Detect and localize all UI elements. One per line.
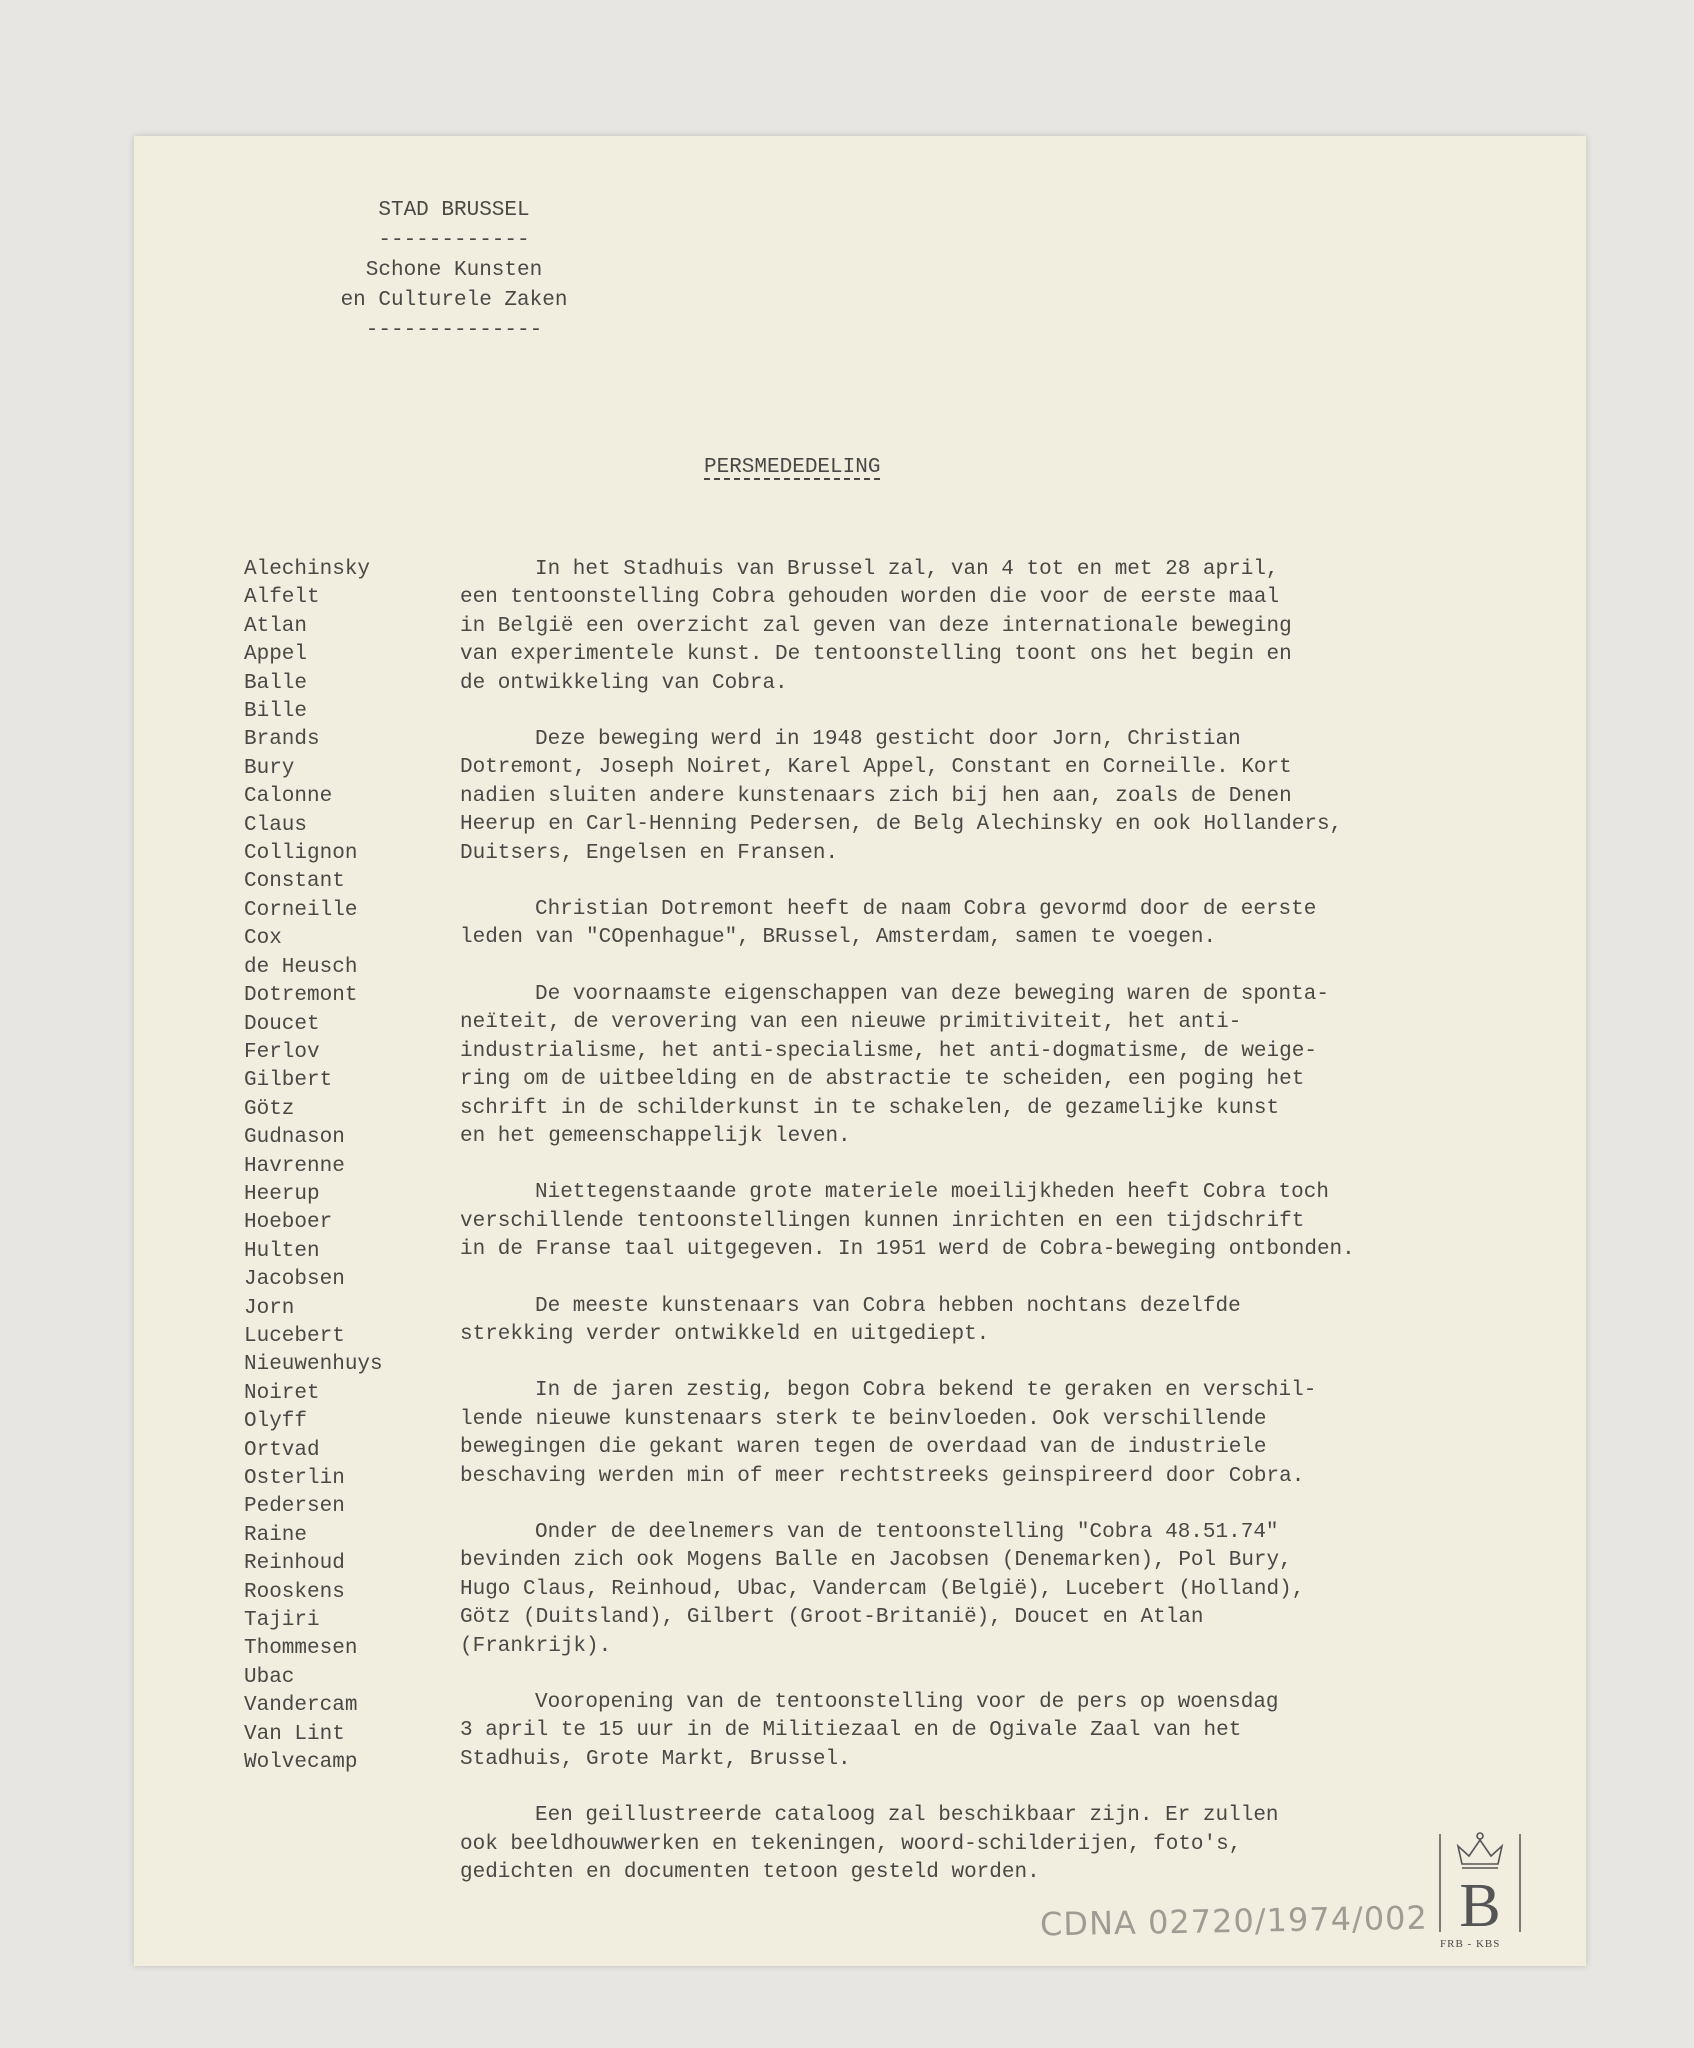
header-divider-1: ------------ xyxy=(378,229,530,252)
artist-name: Bille xyxy=(244,700,308,724)
artist-name: Nieuwenhuys xyxy=(244,1353,383,1377)
artist-name: Dotremont xyxy=(244,984,358,1008)
header-department-line-2: en Culturele Zaken xyxy=(340,289,568,312)
artist-name: Hoeboer xyxy=(244,1211,333,1235)
artist-name: Collignon xyxy=(244,842,358,866)
artist-name: Wolvecamp xyxy=(244,1751,358,1775)
artist-name: Balle xyxy=(244,671,308,695)
artist-name: Vandercam xyxy=(244,1694,358,1718)
artist-name: Havrenne xyxy=(244,1154,345,1178)
letterhead xyxy=(274,196,634,346)
artist-name: Van Lint xyxy=(244,1722,345,1746)
paragraph: De voornaamste eigenschappen van deze beweging waren de sponta- neïteit, de verovering van een nieuwe primitiviteit, het anti- industrialisme, het anti-specialisme, het anti-dogmatisme, de weige- ring om de uitbeelding en de abstractie te scheiden, een poging het schrift in de schilderkunst in te schakelen, de gezamelijke kunst en het gemeenschappelijk leven. xyxy=(460,982,1329,1148)
artist-name: Corneille xyxy=(244,898,358,922)
paragraph: Deze beweging werd in 1948 gesticht door Jorn, Christian Dotremont, Joseph Noiret, Karel Appel, Constant en Corneille. Kort nadien sluiten andere kunstenaars zich bij hen aan, zoals de Denen Heerup en Carl-Henning Pedersen, de Belg Alechinsky en ook Hollanders, Duitsers, Engelsen en Fransen. xyxy=(460,728,1343,865)
artist-name: Jacobsen xyxy=(244,1268,345,1292)
artist-name: Brands xyxy=(244,728,320,752)
crown-b-stamp-icon xyxy=(1436,1826,1524,1936)
artist-name: Doucet xyxy=(244,1012,320,1036)
artist-name: Olyff xyxy=(244,1410,308,1434)
artist-name: Appel xyxy=(244,643,308,667)
header-city: STAD BRUSSEL xyxy=(378,199,530,222)
stamp-caption: FRB - KBS xyxy=(1440,1938,1501,1950)
paragraph: Niettegenstaande grote materiele moeilijkheden heeft Cobra toch verschillende tentoonstellingen kunnen inrichten en een tijdschrift in de Franse taal uitgegeven. In 1951 werd de Cobra-beweging ontbonden. xyxy=(460,1181,1355,1262)
paragraph: Vooropening van de tentoonstelling voor de pers op woensdag 3 april te 15 uur in de Militiezaal en de Ogivale Zaal van het Stadhuis, Grote Markt, Brussel. xyxy=(460,1691,1279,1771)
artist-name: Rooskens xyxy=(244,1580,345,1604)
paragraph: In het Stadhuis van Brussel zal, van 4 tot en met 28 april, een tentoonstelling Cobra gehouden worden die voor de eerste maal in België een overzicht zal geven van deze internationale beweging van experimentele kunst. De tentoonstelling toont ons het begin en de ontwikkeling van Cobra. xyxy=(460,558,1292,695)
paragraph: Een geillustreerde cataloog zal beschikbaar zijn. Er zullen ook beeldhouwwerken en tekeningen, woord-schilderijen, foto's, gedichten en documenten tetoon gesteld worden. xyxy=(460,1804,1279,1885)
stamp-letter: B xyxy=(1459,1872,1501,1936)
page-title: PERSMEDEDELING xyxy=(704,456,881,479)
artist-name: Constant xyxy=(244,870,345,894)
artist-name: Atlan xyxy=(244,614,308,638)
artist-name: Reinhoud xyxy=(244,1552,345,1576)
artist-name: Lucebert xyxy=(244,1324,345,1348)
artist-name: de Heusch xyxy=(244,955,358,979)
header-department-line-1: Schone Kunsten xyxy=(365,259,543,282)
artist-name: Pedersen xyxy=(244,1495,345,1519)
artist-name: Thommesen xyxy=(244,1637,358,1661)
artist-name: Heerup xyxy=(244,1182,320,1206)
paragraph: In de jaren zestig, begon Cobra bekend te geraken en verschil- lende nieuwe kunstenaars sterk te beinvloeden. Ook verschillende bewegingen die gekant waren tegen de overdaad van de industriele beschaving werden min of meer rechtstreeks geinspireerd door Cobra. xyxy=(460,1379,1317,1488)
artist-name: Alfelt xyxy=(244,586,320,610)
artist-name: Gilbert xyxy=(244,1069,333,1093)
artist-name: Tajiri xyxy=(244,1609,320,1633)
artist-name: Calonne xyxy=(244,785,333,809)
artist-name: Cox xyxy=(244,927,282,951)
artist-name: Götz xyxy=(244,1097,295,1121)
artist-name: Raine xyxy=(244,1523,308,1547)
artist-name: Ortvad xyxy=(244,1438,320,1462)
artist-name: Osterlin xyxy=(244,1467,345,1490)
artist-name: Hulten xyxy=(244,1239,320,1263)
artist-name: Ferlov xyxy=(244,1040,320,1064)
document-page xyxy=(134,136,1586,1966)
artist-list xyxy=(244,556,383,1777)
artist-name: Bury xyxy=(244,756,295,780)
paragraph: Onder de deelnemers van de tentoonstelling "Cobra 48.51.74" bevinden zich ook Mogens Balle en Jacobsen (Denemarken), Pol Bury, Hugo Claus, Reinhoud, Ubac, Vandercam (België), Lucebert (Holland), Götz (Duitsland), Gilbert (Groot-Britanië), Doucet en Atlan (Frankrijk). xyxy=(460,1520,1305,1658)
artist-name: Claus xyxy=(244,813,308,837)
paragraph: De meeste kunstenaars van Cobra hebben nochtans dezelfde strekking verder ontwikkeld en uitgediept. xyxy=(460,1294,1241,1346)
archive-number: CDNA 02720/1974/002 xyxy=(1039,1898,1429,1944)
artist-name: Ubac xyxy=(244,1665,295,1689)
artist-name: Alechinsky xyxy=(244,558,371,581)
artist-name: Gudnason xyxy=(244,1126,345,1150)
artist-name: Noiret xyxy=(244,1381,320,1405)
press-release-body xyxy=(460,556,1540,1915)
artist-name: Jorn xyxy=(244,1296,295,1320)
header-divider-2: -------------- xyxy=(365,319,543,342)
paragraph: Christian Dotremont heeft de naam Cobra gevormd door de eerste leden van "COpenhague", BRussel, Amsterdam, samen te voegen. xyxy=(460,898,1317,950)
